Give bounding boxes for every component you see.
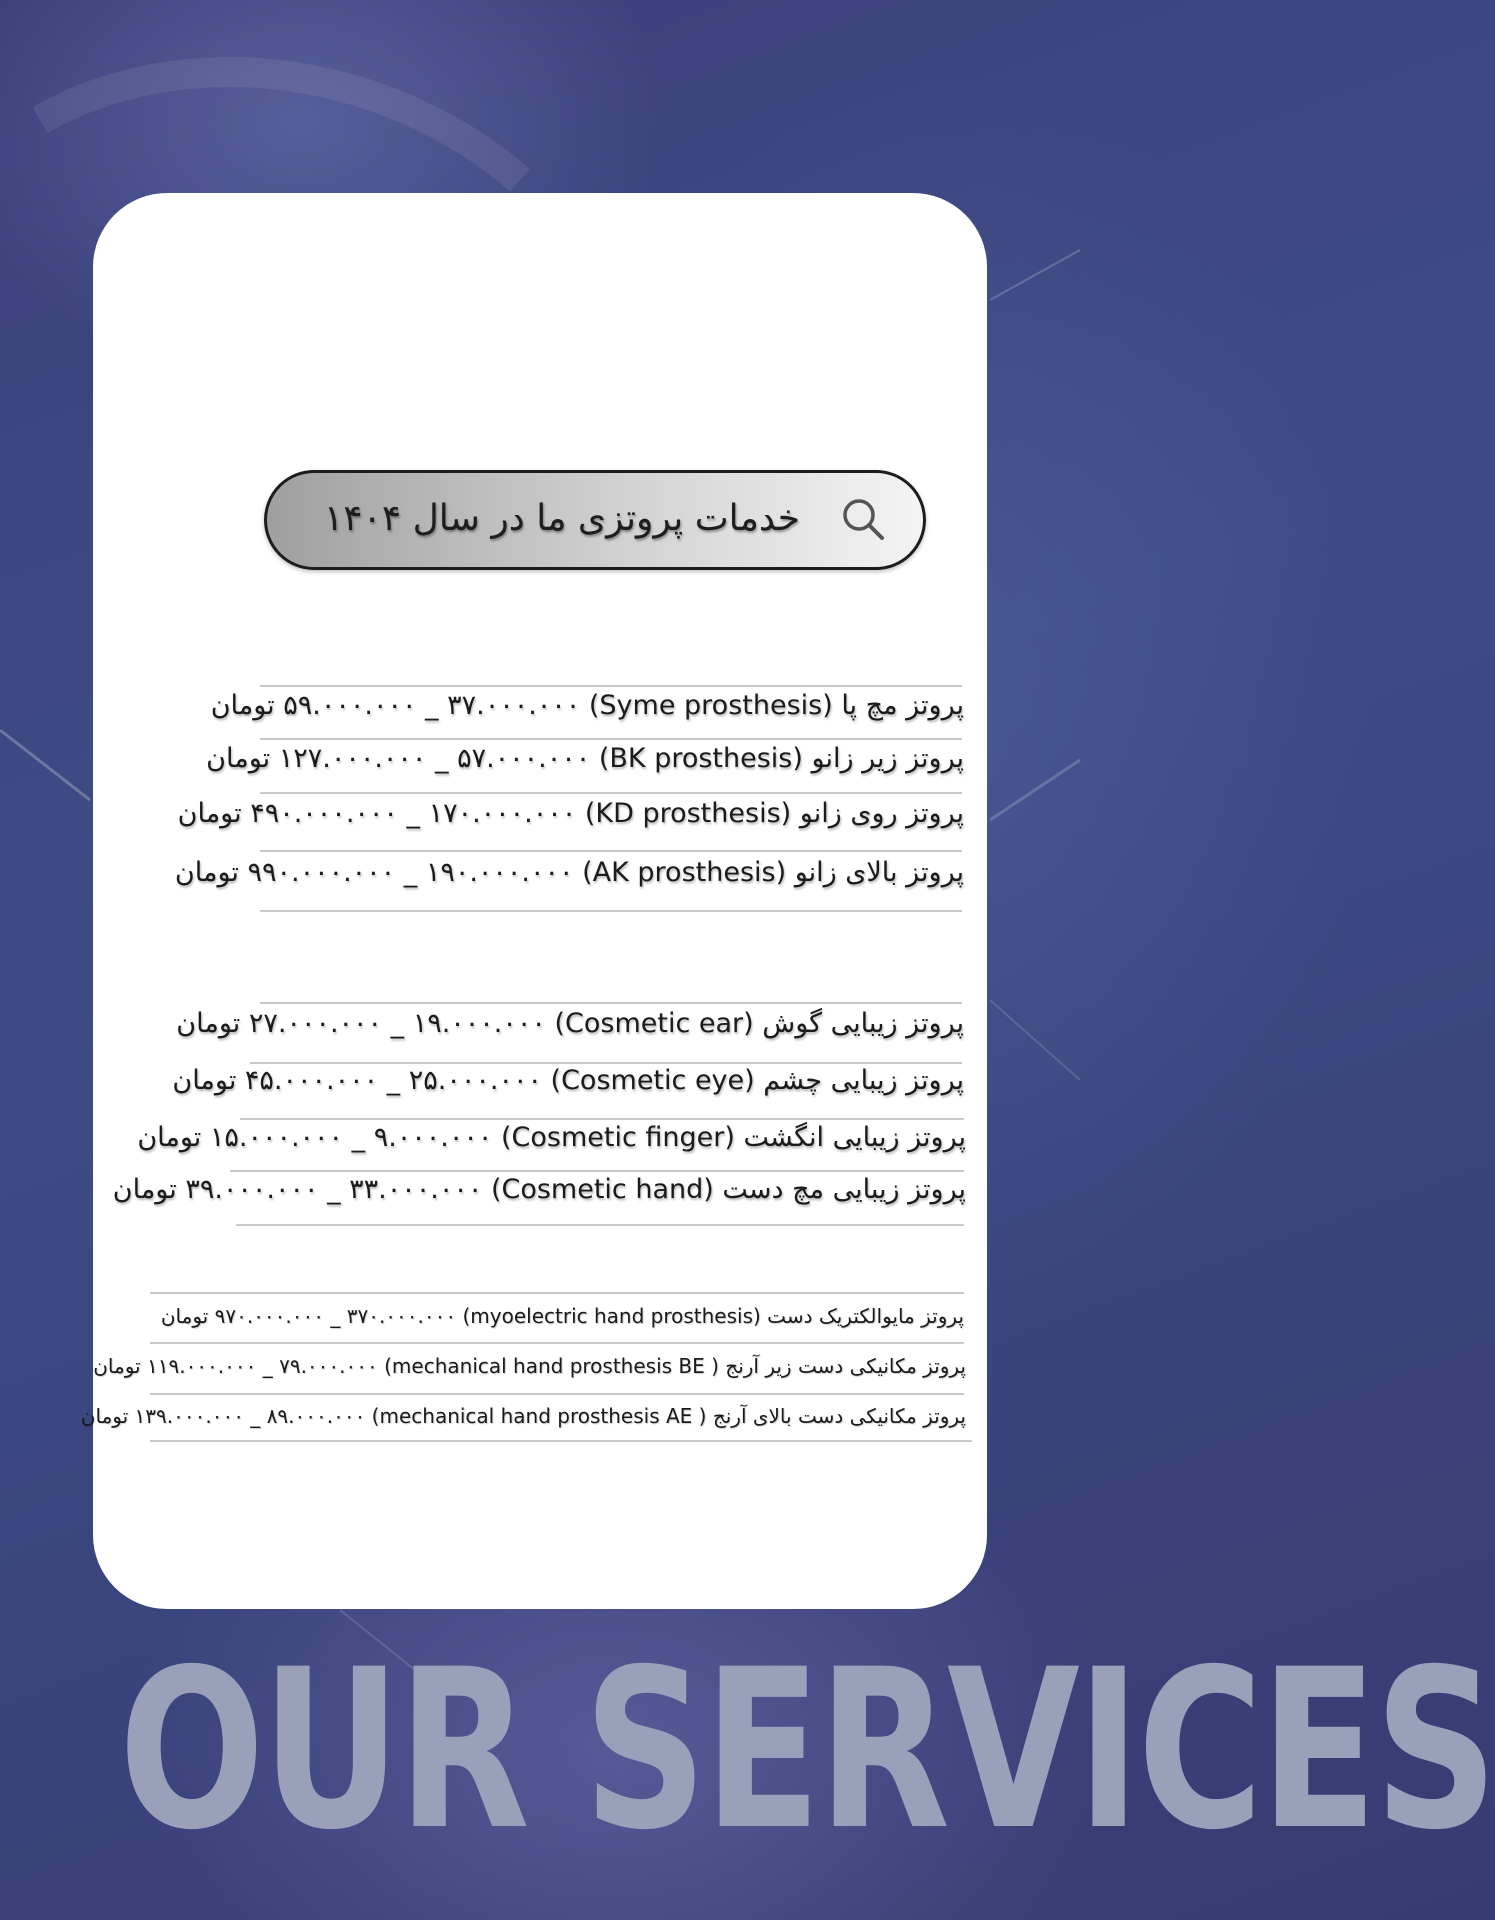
divider [260, 910, 962, 912]
services-title: خدمات پروتزی ما در سال ۱۴۰۴ [323, 498, 800, 539]
divider [260, 1002, 962, 1004]
service-row-kd: پروتز روی زانو (KD prosthesis) ۴۹۰.۰۰۰.۰۰۰ _ ۱۷۰.۰۰۰.۰۰۰ تومان [177, 798, 964, 829]
divider [250, 1062, 962, 1064]
our-services-banner: OUR SERVICES [118, 1622, 1495, 1878]
search-icon [841, 497, 885, 541]
service-row-ak: پروتز بالای زانو (AK prosthesis) ۹۹۰.۰۰۰.۰۰۰ _ ۱۹۰.۰۰۰.۰۰۰ تومان [174, 857, 964, 888]
divider [240, 1118, 964, 1120]
service-row-mechanical-ae: پروتز مکانیکی دست بالای آرنج ( mechanical hand prosthesis AE) ۱۳۹.۰۰۰.۰۰۰ _ ۸۹.۰۰۰.۰۰۰ تومان [80, 1404, 966, 1428]
divider [260, 738, 962, 740]
service-row-syme: پروتز مچ پا (Syme prosthesis) ۵۹.۰۰۰.۰۰۰ _ ۳۷.۰۰۰.۰۰۰ تومان [210, 690, 964, 721]
service-row-myoelectric: پروتز مایوالکتریک دست (myoelectric hand prosthesis) ۹۷۰.۰۰۰.۰۰۰ _ ۳۷۰.۰۰۰.۰۰۰ تومان [160, 1304, 964, 1328]
service-row-mechanical-be: پروتز مکانیکی دست زیر آرنج ( mechanical hand prosthesis BE) ۱۱۹.۰۰۰.۰۰۰ _ ۷۹.۰۰۰.۰۰۰ تومان [93, 1354, 966, 1378]
divider [260, 685, 962, 687]
divider [260, 850, 962, 852]
service-row-cosmetic-hand: پروتز زیبایی مچ دست (Cosmetic hand) ۳۹.۰۰۰.۰۰۰ _ ۳۳.۰۰۰.۰۰۰ تومان [112, 1174, 966, 1205]
service-row-cosmetic-ear: پروتز زیبایی گوش (Cosmetic ear) ۲۷.۰۰۰.۰۰۰ _ ۱۹.۰۰۰.۰۰۰ تومان [176, 1008, 964, 1039]
service-row-cosmetic-eye: پروتز زیبایی چشم (Cosmetic eye) ۴۵.۰۰۰.۰۰۰ _ ۲۵.۰۰۰.۰۰۰ تومان [172, 1065, 964, 1096]
service-row-bk: پروتز زیر زانو (BK prosthesis) ۱۲۷.۰۰۰.۰۰۰ _ ۵۷.۰۰۰.۰۰۰ تومان [206, 743, 964, 774]
service-row-cosmetic-finger: پروتز زیبایی انگشت (Cosmetic finger) ۱۵.۰۰۰.۰۰۰ _ ۹.۰۰۰.۰۰۰ تومان [137, 1122, 966, 1153]
divider [150, 1342, 964, 1344]
divider [150, 1440, 972, 1442]
divider [260, 792, 962, 794]
divider [150, 1393, 964, 1395]
services-card [93, 193, 987, 1609]
divider [230, 1170, 964, 1172]
divider [150, 1292, 964, 1294]
divider [236, 1224, 964, 1226]
